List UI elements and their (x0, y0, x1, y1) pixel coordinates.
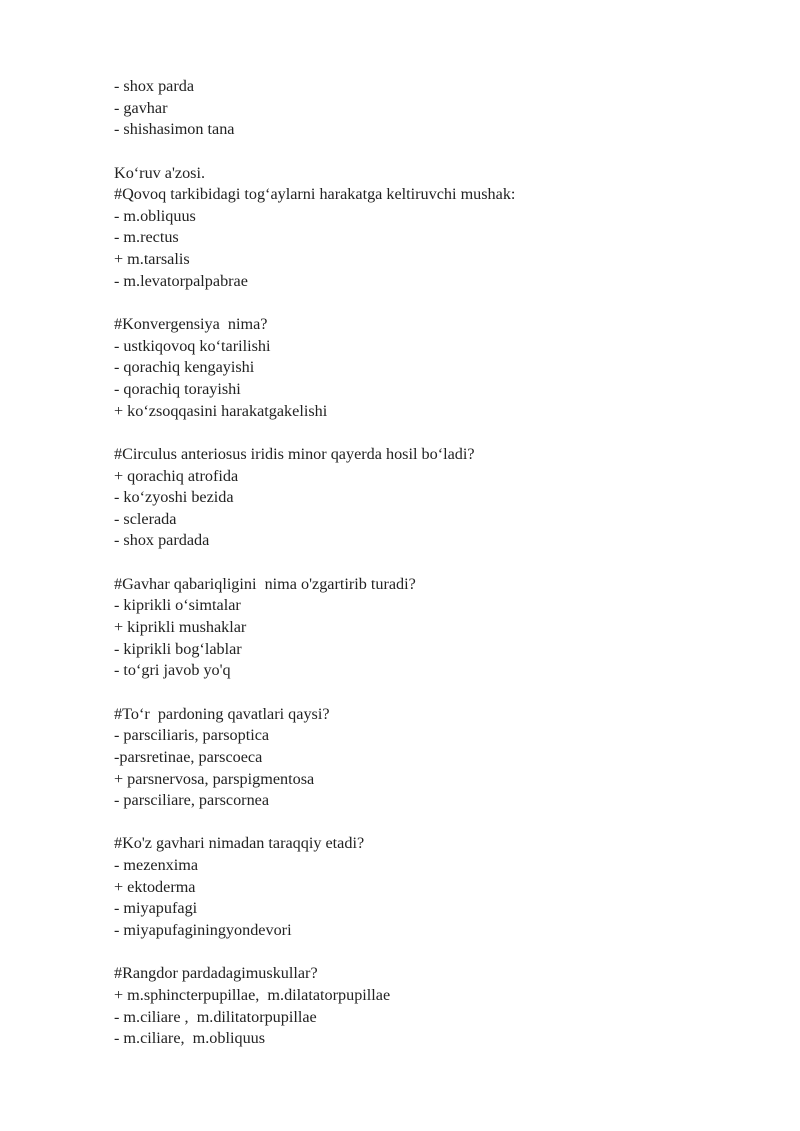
answer-option: - m.obliquus (114, 206, 196, 225)
question-block (114, 963, 754, 1050)
question-text: #Circulus anteriosus iridis minor qayerda hosil bo‘ladi? (114, 444, 475, 463)
blank-line (114, 141, 754, 163)
blank-line (114, 422, 754, 444)
intro-line: - shox parda (114, 77, 195, 95)
answer-option: - parsciliare, parscornea (114, 791, 270, 810)
question-text: #Gavhar qabariqligini nima o'zgartirib turadi? (114, 574, 416, 593)
answer-option: - to‘gri javob yo'q (114, 661, 231, 680)
answer-option: - m.levatorpalpabrae (114, 271, 248, 290)
answer-option: - sclerada (114, 509, 177, 528)
answer-option: - m.rectus (114, 228, 179, 247)
question-text: #To‘r pardoning qavatlari qaysi? (114, 704, 330, 723)
question-block (114, 833, 754, 941)
blank-line (114, 292, 754, 314)
answer-option: - m.ciliare , m.dilitatorpupillae (114, 1007, 317, 1026)
answer-option: - miyapufagi (114, 899, 198, 918)
answer-option: + m.sphincterpupillae, m.dilatatorpupillae (114, 985, 391, 1004)
answer-option: - qorachiq torayishi (114, 379, 241, 398)
answer-option: - qorachiq kengayishi (114, 358, 255, 377)
answer-option: + kiprikli mushaklar (114, 618, 247, 637)
answer-option: - miyapufaginingyondevori (114, 920, 292, 939)
answer-option: - parsciliaris, parsoptica (114, 726, 270, 745)
question-text: #Rangdor pardadagimuskullar? (114, 964, 318, 983)
answer-option: + parsnervosa, parspigmentosa (114, 769, 315, 788)
intro-line: - gavhar (114, 98, 168, 117)
question-block (114, 314, 754, 422)
question-block (114, 444, 754, 552)
intro-line: - shishasimon tana (114, 120, 235, 139)
answer-option: - shox pardada (114, 531, 210, 550)
answer-option: + ektoderma (114, 877, 196, 896)
answer-option: - kiprikli bog‘lablar (114, 639, 242, 658)
answer-option: + m.tarsalis (114, 250, 190, 269)
blank-line (114, 682, 754, 704)
question-text: #Konvergensiya nima? (114, 315, 268, 334)
answer-option: - ko‘zyoshi bezida (114, 488, 234, 507)
section-heading: Ko‘ruv a'zosi. (114, 163, 206, 182)
question-block (114, 574, 754, 682)
answer-option: - mezenxima (114, 856, 199, 875)
question-text: #Qovoq tarkibidagi tog‘aylarni harakatga keltiruvchi mushak: (114, 185, 516, 204)
blank-line (114, 812, 754, 834)
answer-option: - ustkiqovoq ko‘tarilishi (114, 336, 271, 355)
question-text: #Ko'z gavhari nimadan taraqqiy etadi? (114, 834, 365, 853)
blank-line (114, 942, 754, 964)
intro-list (114, 76, 754, 141)
answer-option: + qorachiq atrofida (114, 466, 239, 485)
question-block (114, 704, 754, 812)
answer-option: - m.ciliare, m.obliquus (114, 1029, 266, 1048)
document-page (114, 76, 754, 1050)
answer-option: + ko‘zsoqqasini harakatgakelishi (114, 401, 328, 420)
answer-option: - kiprikli o‘simtalar (114, 596, 241, 615)
blank-line (114, 552, 754, 574)
question-block (114, 184, 754, 292)
answer-option: -parsretinae, parscoeca (114, 747, 263, 766)
